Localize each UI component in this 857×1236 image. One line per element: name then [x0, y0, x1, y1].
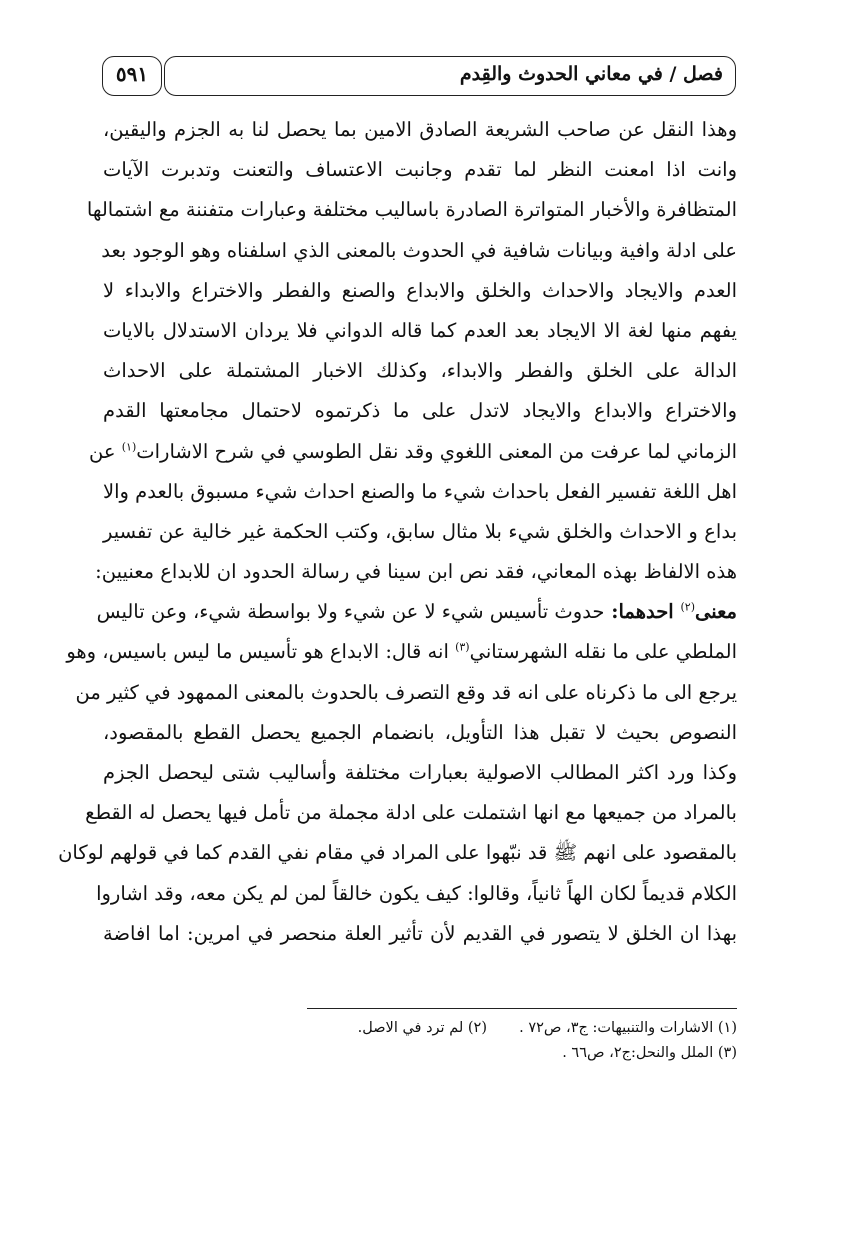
text-line [58, 833, 737, 873]
text-segment: الكلام قديماً لكان الهاً ثانياً، وقالوا: كيف يكون خالقاً لمن لم يكن معه، وقد اشاروا [96, 881, 737, 905]
text-segment: بهذا ان الخلق لا يتصور في القديم لأن تأثير العلة منحصر في امرين: اما افاضة [103, 921, 737, 945]
text-segment: على ادلة وافية وبيانات شافية في الحدوث بالمعنى الذي اسلفناه وهو الوجود بعد [101, 238, 737, 262]
text-line [95, 552, 737, 592]
text-line [103, 110, 737, 150]
footnote-1: (١) الاشارات والتنبيهات: ج٣، ص٧٢ . [519, 1020, 737, 1036]
text-segment: عن [89, 439, 122, 463]
text-segment: يرجع الى ما ذكرناه على انه قد وقع التصرف بالحدوث بالمعنى الممهود في كثير من [75, 680, 737, 704]
text-segment: العدم والايجاد والاحداث والخلق والابداع والصنع والفطر والاختراع والابداء لا [103, 278, 737, 302]
text-segment: احدهما: [604, 600, 681, 624]
text-line [103, 351, 737, 391]
text-line [103, 311, 737, 351]
text-line [86, 190, 737, 230]
body-text [58, 110, 737, 954]
text-segment: الدالة على الخلق والفطر والابداء، وكذلك الاخبار المشتملة على الاحداث [103, 359, 737, 383]
text-line [85, 793, 737, 833]
text-segment: هذه الالفاظ بهذه المعاني، فقد نص ابن سينا في رسالة الحدود ان للابداع معنيين: [95, 560, 737, 584]
text-line [103, 271, 737, 311]
text-line [103, 512, 737, 552]
text-segment: انه قال: الابداع هو تأسيس ما ليس باسيس، وهو [66, 640, 456, 664]
footnote-row [250, 1041, 737, 1066]
footnote-marker: (٣) [455, 640, 470, 654]
text-segment: معنى [695, 600, 737, 624]
footnotes [250, 1016, 737, 1066]
text-line [103, 472, 737, 512]
text-segment: اهل اللغة تفسير الفعل باحداث شيء ما والصنع احداث شيء مسبوق بالعدم والا [103, 479, 737, 503]
text-line [66, 632, 737, 672]
text-segment: بالمراد من جميعها مع انها اشتملت على ادلة مجملة من تأمل فيها يحصل له القطع [85, 801, 737, 825]
text-line [103, 753, 737, 793]
text-line [103, 231, 737, 271]
text-segment: بداع و الاحداث والخلق شيء بلا مثال سابق، وكتب الحكمة غير خالية عن تفسير [103, 519, 737, 543]
text-line [75, 673, 737, 713]
footnote-marker: (٢) [680, 600, 695, 614]
text-line [96, 592, 737, 632]
text-segment: وكذا ورد اكثر المطالب الاصولية بعبارات مختلفة وأساليب شتى ليحصل الجزم [103, 761, 737, 784]
text-segment: الزماني لما عرفت من المعنى اللغوي وقد نقل الطوسي في شرح الاشارات [136, 439, 737, 463]
text-line [89, 432, 737, 472]
text-segment: النصوص بحيث لا تقبل هذا التأويل، بانضمام الجميع يحصل القطع بالمقصود، [103, 720, 737, 744]
text-segment: والاختراع والابداع والايجاد لاتدل على ما ذكرتموه لاحتمال مجامعتها القدم [103, 399, 737, 423]
footnote-divider [307, 1008, 737, 1009]
text-segment: وانت اذا امعنت النظر لما تقدم وجانبت الاعتساف والتعنت وتدبرت الآيات [103, 158, 737, 182]
chapter-title: فصل / في معاني الحدوث والقِدم [164, 56, 736, 96]
text-segment: يفهم منها لغة الا الايجاد بعد العدم كما قاله الدواني فلا يردان الاستدلال بالايات [103, 318, 737, 342]
text-line [103, 391, 737, 431]
text-segment: وهذا النقل عن صاحب الشريعة الصادق الامين بما يحصل لنا به الجزم واليقين، [103, 118, 737, 141]
text-segment: الملطي على ما نقله الشهرستاني [469, 640, 737, 664]
text-line [96, 874, 737, 914]
page-header [102, 56, 738, 98]
text-line [103, 150, 737, 190]
text-segment: بالمقصود على انهم ﷺ قد نبّهوا على المراد في مقام نفي القدم كما في قولهم لوكان [58, 841, 737, 865]
text-line [103, 914, 737, 954]
footnote-marker: (١) [121, 440, 137, 453]
footnote-3: (٣) الملل والنحل:ج٢، ص٦٦ . [562, 1045, 737, 1061]
page-number: ٥٩١ [102, 56, 162, 96]
footnote-row [250, 1016, 737, 1041]
footnote-2: (٢) لم ترد في الاصل. [357, 1020, 487, 1036]
text-line [103, 713, 737, 753]
text-segment: حدوث تأسيس شيء لا عن شيء ولا بواسطة شيء، وعن تاليس [96, 600, 605, 624]
text-segment: المتظافرة والأخبار المتواترة الصادرة باساليب مختلفة وعبارات متفننة مع اشتمالها [86, 198, 737, 222]
